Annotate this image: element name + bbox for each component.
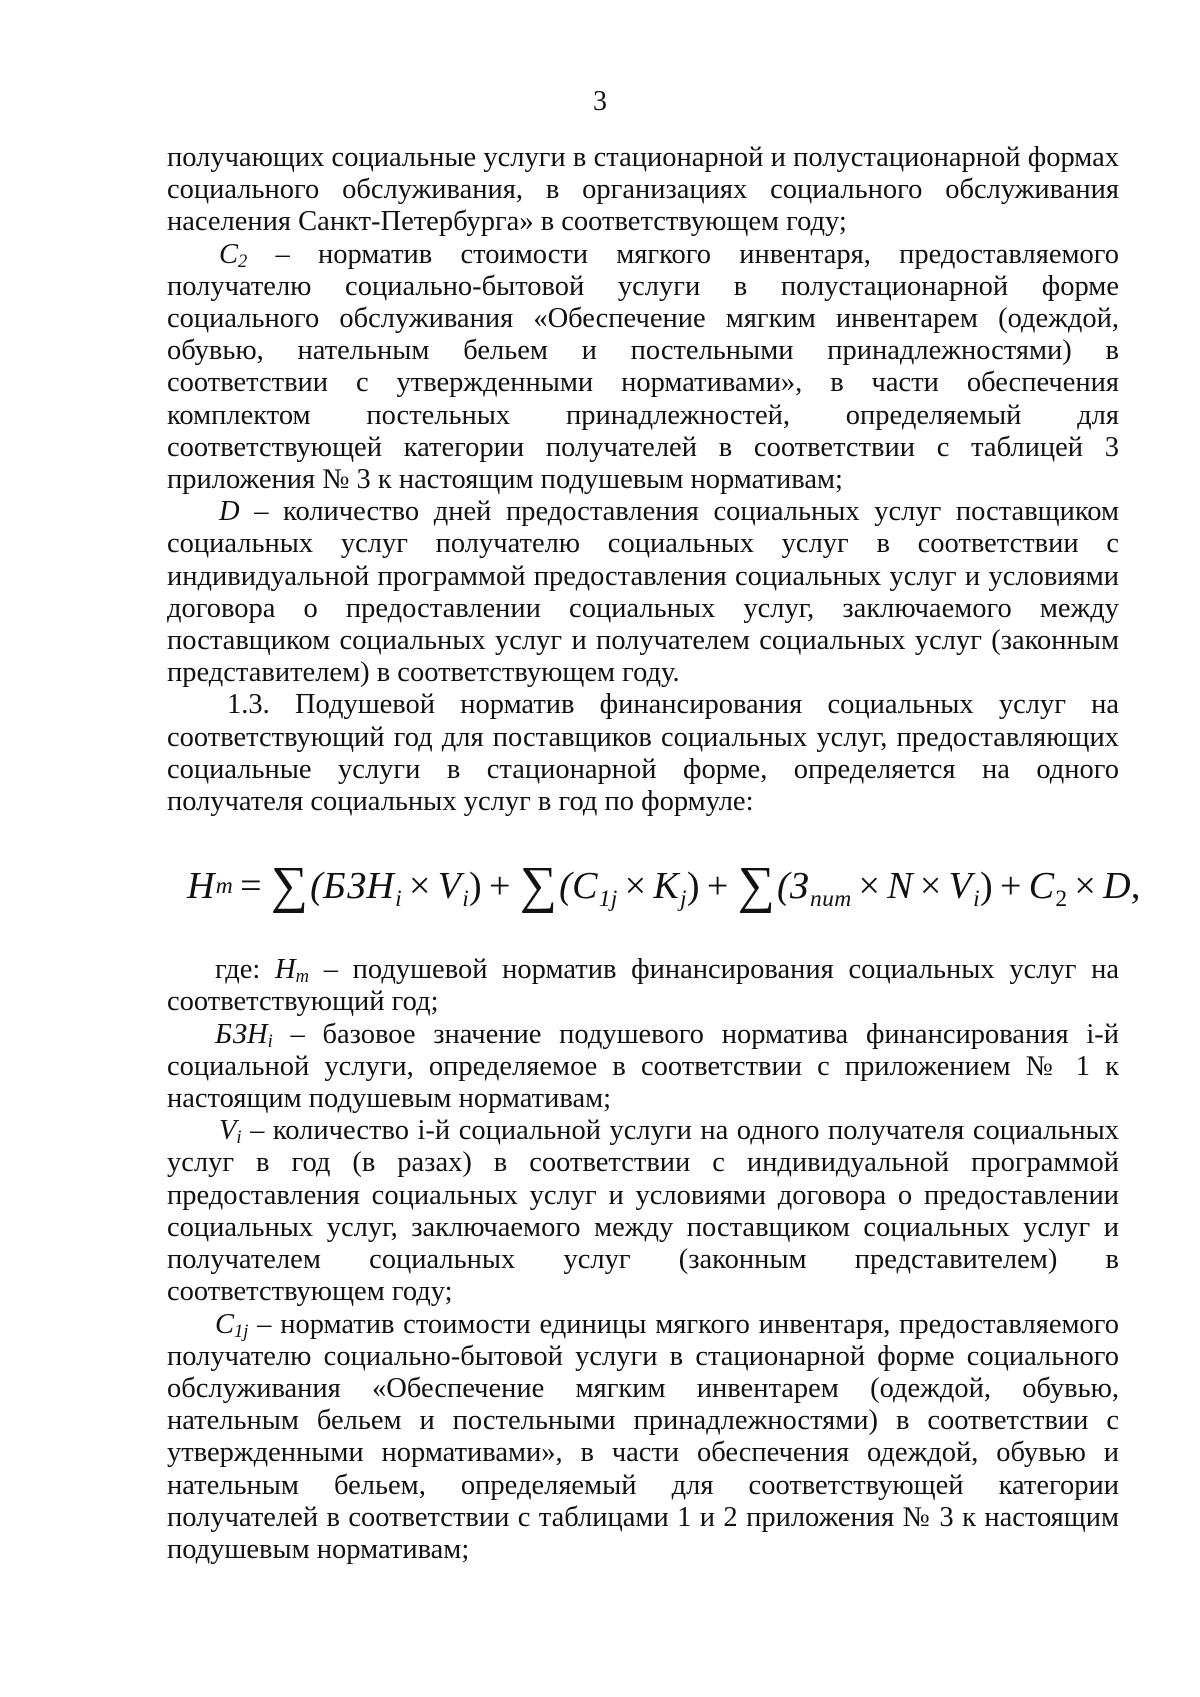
paragraph-continuation: получающих социальные услуги в стационарной и полустационарной формах социального обслуживания, в организациях социального обслуживания населения Санкт-Петербурга» в соответствующем году; <box>167 142 1119 238</box>
symbol-c2: $C_2$ <box>219 238 248 272</box>
definition-vi-text: – количество i-й социальной услуги на одного получателя социальных услуг в год (в разах) в соответствии с индивидуальной программой предоставления социальных услуг и условиями договора о предоставлении социальных услуг, заключаемого между поставщиком социальных услуг и получателем социальных услуг (законным представителем) в соответствующем году; <box>167 1115 1119 1308</box>
definition-d <box>167 496 1119 689</box>
definition-hm: где: $H_m$ – подушевой норматив финансирования социальных услуг на соответствующий год; <box>167 954 1119 1018</box>
sum-symbol: ∑ <box>270 857 309 915</box>
sum-symbol: ∑ <box>737 857 775 915</box>
sum-symbol: ∑ <box>519 857 558 915</box>
symbol-d: D <box>219 496 240 528</box>
definition-c1j-text: – норматив стоимости единицы мягкого инвентаря, предоставляемого получателю социально-бытовой услуги в стационарной форме социального обслуживания «Обеспечение мягким инвентарем (одеждой, обувью, нательным бельем и постельными принадлежностями) в соответствии с утвержденными нормативами», в части обеспечения одеждой, обувью и нательным бельем, определяемый для соответствующей категории получателей в соответствии с таблицами 1 и 2 приложения № 3 к настоящим подушевым нормативам; <box>167 1308 1119 1565</box>
symbol-vi: $V_i$ <box>219 1115 242 1149</box>
formula: H m = ∑ ($БЗН_i$ × $V_i$) + ∑ ($C_{1j}$ × $K_j$) + ∑ ($З_{пит}$ × N × $V_i$) + $C_2$ × D, <box>187 857 1141 915</box>
page-number: 3 <box>593 86 607 117</box>
symbol-hm: $H_m$ <box>275 954 310 988</box>
definition-c1j <box>167 1309 1119 1567</box>
symbol-bzn: $БЗН_i$ <box>215 1018 273 1052</box>
document-body <box>167 142 1141 1566</box>
definition-vi <box>167 1115 1119 1308</box>
definition-c2-text: – норматив стоимости мягкого инвентаря, предоставляемого получателю социально-бытовой услуги в полустационарной форме социального обслуживания «Обеспечение мягким инвентарем (одеждой, обувью, нательным бельем и постельными принадлежностями) в соответствии с утвержденными нормативами», в части обеспечения комплектом постельных принадлежностей, определяемый для соответствующей категории получателей в соответствии с таблицей 3 приложения № 3 к настоящим подушевым нормативам; <box>167 238 1119 496</box>
definition-hm-text: – подушевой норматив финансирования социальных услуг на соответствующий год; <box>167 954 1119 1018</box>
section-1-3: 1.3. Подушевой норматив финансирования социальных услуг на соответствующий год для поставщиков социальных услуг, предоставляющих социальные услуги в стационарной форме, определяется на одного получателя социальных услуг в год по формуле: <box>167 689 1119 818</box>
definition-bzn <box>167 1019 1119 1116</box>
definition-c2 <box>167 239 1119 497</box>
symbol-c1j: $C_{1j}$ <box>215 1308 249 1342</box>
definition-bzn-text: – базовое значение подушевого норматива финансирования i-й социальной услуги, определяемое в соответствии с приложением № 1 к настоящим подушевым нормативам; <box>167 1018 1119 1115</box>
definition-d-text: – количество дней предоставления социальных услуг поставщиком социальных услуг получателю социальных услуг в соответствии с индивидуальной программой предоставления социальных услуг и условиями договора о предоставлении социальных услуг, заключаемого между поставщиком социальных услуг и получателем социальных услуг (законным представителем) в соответствующем году. <box>167 496 1119 689</box>
